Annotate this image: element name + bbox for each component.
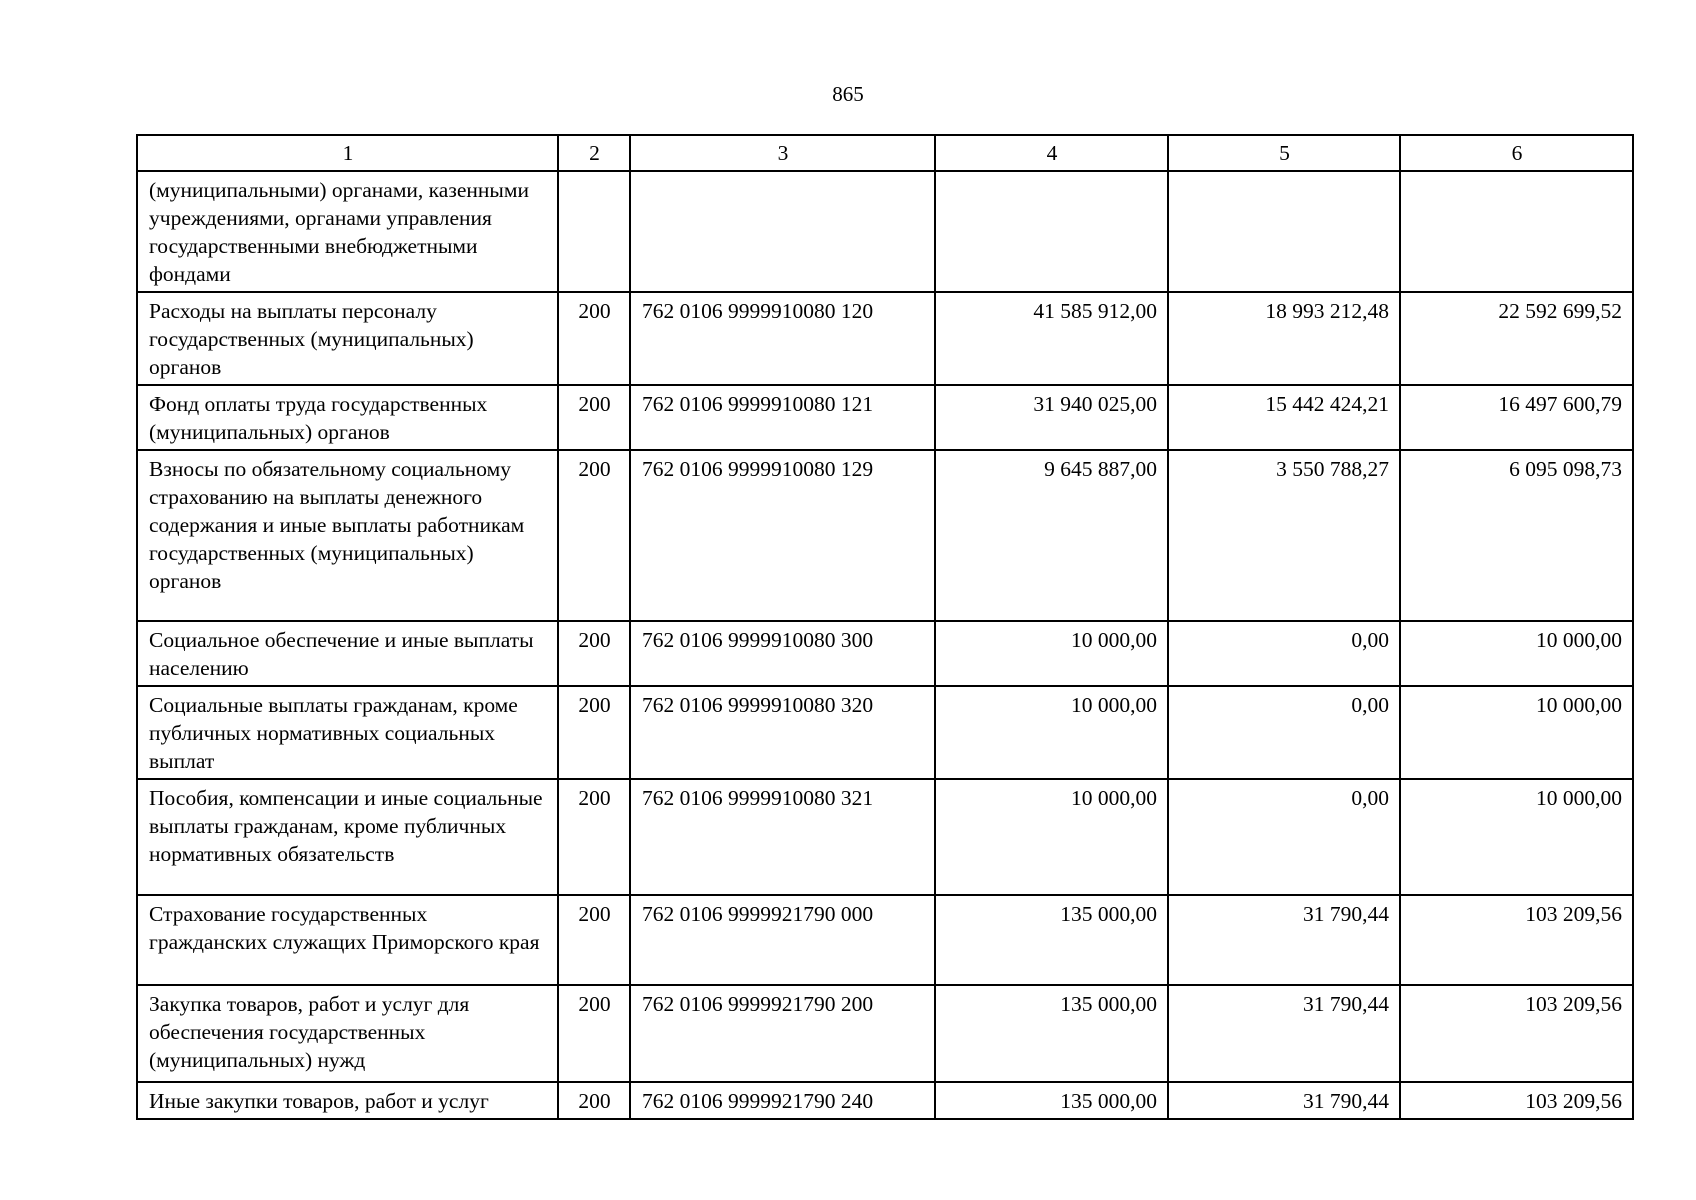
table-row: [137, 385, 1633, 450]
row-code-cell: 200: [558, 621, 630, 686]
row-unexecuted-cell: 6 095 098,73: [1400, 450, 1633, 621]
table-row: [137, 450, 1633, 621]
row-classification-cell: 762 0106 9999921790 200: [630, 985, 935, 1082]
header-row: [137, 135, 1633, 171]
row-executed-cell: 18 993 212,48: [1168, 292, 1400, 385]
row-name-cell: Социальные выплаты гражданам, кроме публичных нормативных социальных выплат: [137, 686, 558, 779]
table-row: [137, 621, 1633, 686]
row-name-cell: Пособия, компенсации и иные социальные выплаты гражданам, кроме публичных нормативных обязательств: [137, 779, 558, 895]
row-approved-cell: 135 000,00: [935, 1082, 1168, 1119]
row-code-cell: 200: [558, 895, 630, 985]
row-approved-cell: 41 585 912,00: [935, 292, 1168, 385]
table-row: [137, 895, 1633, 985]
row-code-cell: 200: [558, 985, 630, 1082]
row-code-cell: 200: [558, 686, 630, 779]
budget-table: [136, 134, 1634, 1120]
row-approved-cell: 31 940 025,00: [935, 385, 1168, 450]
row-approved-cell: 10 000,00: [935, 686, 1168, 779]
row-executed-cell: 0,00: [1168, 686, 1400, 779]
column-header-6: 6: [1400, 135, 1633, 171]
row-unexecuted-cell: 10 000,00: [1400, 686, 1633, 779]
table-row: [137, 171, 1633, 292]
row-unexecuted-cell: 103 209,56: [1400, 1082, 1633, 1119]
column-header-5: 5: [1168, 135, 1400, 171]
table-row: [137, 1082, 1633, 1119]
row-name-cell: Взносы по обязательному социальному страхованию на выплаты денежного содержания и иные выплаты работникам государственных (муниципальных) органов: [137, 450, 558, 621]
column-header-3: 3: [630, 135, 935, 171]
row-unexecuted-cell: 10 000,00: [1400, 621, 1633, 686]
row-code-cell: 200: [558, 292, 630, 385]
row-code-cell: 200: [558, 385, 630, 450]
row-executed-cell: [1168, 171, 1400, 292]
row-classification-cell: 762 0106 9999910080 321: [630, 779, 935, 895]
table-row: [137, 292, 1633, 385]
row-code-cell: 200: [558, 1082, 630, 1119]
row-classification-cell: 762 0106 9999910080 129: [630, 450, 935, 621]
row-approved-cell: [935, 171, 1168, 292]
row-unexecuted-cell: 22 592 699,52: [1400, 292, 1633, 385]
row-approved-cell: 10 000,00: [935, 621, 1168, 686]
row-classification-cell: 762 0106 9999921790 240: [630, 1082, 935, 1119]
row-unexecuted-cell: 103 209,56: [1400, 895, 1633, 985]
row-approved-cell: 10 000,00: [935, 779, 1168, 895]
row-executed-cell: 3 550 788,27: [1168, 450, 1400, 621]
row-classification-cell: [630, 171, 935, 292]
row-unexecuted-cell: 10 000,00: [1400, 779, 1633, 895]
row-name-cell: Социальное обеспечение и иные выплаты населению: [137, 621, 558, 686]
table-row: [137, 686, 1633, 779]
row-executed-cell: 31 790,44: [1168, 1082, 1400, 1119]
table-row: [137, 779, 1633, 895]
row-executed-cell: 0,00: [1168, 779, 1400, 895]
row-executed-cell: 15 442 424,21: [1168, 385, 1400, 450]
row-approved-cell: 135 000,00: [935, 985, 1168, 1082]
row-name-cell: Закупка товаров, работ и услуг для обеспечения государственных (муниципальных) нужд: [137, 985, 558, 1082]
row-name-cell: Иные закупки товаров, работ и услуг: [137, 1082, 558, 1119]
page-number: 865: [832, 82, 864, 106]
table-row: [137, 985, 1633, 1082]
row-approved-cell: 9 645 887,00: [935, 450, 1168, 621]
row-executed-cell: 31 790,44: [1168, 895, 1400, 985]
row-approved-cell: 135 000,00: [935, 895, 1168, 985]
row-name-cell: Фонд оплаты труда государственных (муниципальных) органов: [137, 385, 558, 450]
column-header-4: 4: [935, 135, 1168, 171]
row-name-cell: Страхование государственных гражданских служащих Приморского края: [137, 895, 558, 985]
column-header-2: 2: [558, 135, 630, 171]
row-classification-cell: 762 0106 9999921790 000: [630, 895, 935, 985]
row-executed-cell: 31 790,44: [1168, 985, 1400, 1082]
row-classification-cell: 762 0106 9999910080 320: [630, 686, 935, 779]
row-name-cell: (муниципальными) органами, казенными учреждениями, органами управления государственными внебюджетными фондами: [137, 171, 558, 292]
column-header-1: 1: [137, 135, 558, 171]
row-executed-cell: 0,00: [1168, 621, 1400, 686]
row-classification-cell: 762 0106 9999910080 300: [630, 621, 935, 686]
row-classification-cell: 762 0106 9999910080 121: [630, 385, 935, 450]
row-unexecuted-cell: 16 497 600,79: [1400, 385, 1633, 450]
row-classification-cell: 762 0106 9999910080 120: [630, 292, 935, 385]
row-code-cell: 200: [558, 450, 630, 621]
row-unexecuted-cell: 103 209,56: [1400, 985, 1633, 1082]
row-name-cell: Расходы на выплаты персоналу государственных (муниципальных) органов: [137, 292, 558, 385]
row-code-cell: 200: [558, 779, 630, 895]
row-unexecuted-cell: [1400, 171, 1633, 292]
row-code-cell: [558, 171, 630, 292]
